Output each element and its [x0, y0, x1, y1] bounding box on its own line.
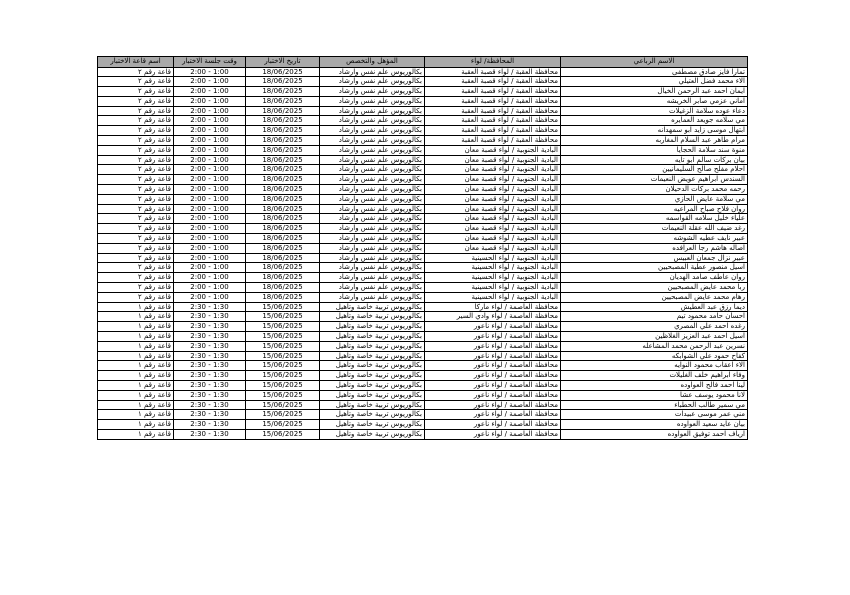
- table-row: [98, 400, 748, 410]
- cell-hall: قاعة رقم ١: [98, 420, 174, 430]
- table-row: [98, 87, 748, 97]
- cell-qualification: بكالوريوس علم نفس وارشاد: [320, 224, 425, 234]
- cell-session-time: 2:00 - 1:00: [174, 116, 246, 126]
- cell-session-time: 2:00 - 1:00: [174, 136, 246, 146]
- cell-name: مني عمر موسى عبيدات: [561, 410, 748, 420]
- cell-exam-date: 18/06/2025: [246, 234, 320, 244]
- cell-governorate: البادية الجنوبية / لواء قصبة معان: [425, 145, 561, 155]
- cell-exam-date: 18/06/2025: [246, 67, 320, 77]
- cell-session-time: 2:00 - 1:00: [174, 234, 246, 244]
- cell-name: اصاله هاشم رجا العرافده: [561, 243, 748, 253]
- table-row: [98, 126, 748, 136]
- cell-session-time: 2:00 - 1:00: [174, 273, 246, 283]
- cell-exam-date: 15/06/2025: [246, 429, 320, 439]
- cell-name: الاء محمد فضل العتيلي: [561, 77, 748, 87]
- cell-name: كفاح حمود علي الشوابكه: [561, 351, 748, 361]
- cell-governorate: محافظة العاصمة / لواء ناعور: [425, 420, 561, 430]
- cell-session-time: 2:00 - 1:00: [174, 67, 246, 77]
- cell-name: علياء خليل سلامه القواسمه: [561, 214, 748, 224]
- cell-governorate: محافظة العاصمة / لواء ناعور: [425, 410, 561, 420]
- cell-session-time: 2:00 - 1:00: [174, 165, 246, 175]
- header-hall: اسم قاعة الاختبار: [98, 57, 174, 68]
- cell-governorate: محافظة العاصمة / لواء ناعور: [425, 400, 561, 410]
- cell-session-time: 2:30 - 1:30: [174, 351, 246, 361]
- cell-exam-date: 15/06/2025: [246, 361, 320, 371]
- cell-governorate: محافظة العقبة / لواء قصبة العقبة: [425, 136, 561, 146]
- cell-hall: قاعة رقم ٢: [98, 165, 174, 175]
- table-row: [98, 243, 748, 253]
- table-row: [98, 185, 748, 195]
- cell-qualification: بكالوريوس علم نفس وارشاد: [320, 175, 425, 185]
- cell-qualification: بكالوريوس علم نفس وارشاد: [320, 292, 425, 302]
- cell-hall: قاعة رقم ١: [98, 341, 174, 351]
- cell-hall: قاعة رقم ١: [98, 322, 174, 332]
- cell-governorate: محافظة العقبة / لواء قصبة العقبة: [425, 96, 561, 106]
- cell-name: رحمه محمد بركات الدحيلان: [561, 185, 748, 195]
- cell-exam-date: 18/06/2025: [246, 155, 320, 165]
- cell-governorate: البادية الجنوبية / لواء الحسينية: [425, 273, 561, 283]
- cell-hall: قاعة رقم ٢: [98, 67, 174, 77]
- cell-session-time: 2:30 - 1:30: [174, 332, 246, 342]
- table-row: [98, 234, 748, 244]
- table-row: [98, 429, 748, 439]
- cell-exam-date: 18/06/2025: [246, 87, 320, 97]
- cell-hall: قاعة رقم ١: [98, 429, 174, 439]
- cell-exam-date: 18/06/2025: [246, 224, 320, 234]
- cell-exam-date: 15/06/2025: [246, 332, 320, 342]
- cell-exam-date: 18/06/2025: [246, 175, 320, 185]
- cell-name: وفاء ابراهيم خلف الغليلات: [561, 371, 748, 381]
- cell-session-time: 2:00 - 1:00: [174, 243, 246, 253]
- cell-name: السندس ابراهيم عويض النعيمات: [561, 175, 748, 185]
- cell-session-time: 2:00 - 1:00: [174, 185, 246, 195]
- cell-governorate: البادية الجنوبية / لواء الحسينية: [425, 253, 561, 263]
- cell-exam-date: 15/06/2025: [246, 400, 320, 410]
- table-header-row: [98, 57, 748, 68]
- table-row: [98, 420, 748, 430]
- cell-exam-date: 18/06/2025: [246, 292, 320, 302]
- cell-qualification: بكالوريوس تربية خاصة وتأهيل: [320, 341, 425, 351]
- cell-name: رهام محمد عايض المصبحيين: [561, 292, 748, 302]
- cell-name: اماني عزمي صابر الخريشه: [561, 96, 748, 106]
- cell-qualification: بكالوريوس علم نفس وارشاد: [320, 136, 425, 146]
- cell-name: الاء اعقاب محمود النوايه: [561, 361, 748, 371]
- cell-qualification: بكالوريوس علم نفس وارشاد: [320, 234, 425, 244]
- cell-governorate: البادية الجنوبية / لواء قصبة معان: [425, 194, 561, 204]
- cell-name: لينا احمد فالح العواوده: [561, 381, 748, 391]
- cell-hall: قاعة رقم ٢: [98, 185, 174, 195]
- cell-governorate: محافظة العاصمة / لواء ناعور: [425, 351, 561, 361]
- cell-session-time: 2:00 - 1:00: [174, 224, 246, 234]
- cell-name: احسان حامد محمود تيم: [561, 312, 748, 322]
- table-row: [98, 332, 748, 342]
- cell-session-time: 2:30 - 1:30: [174, 420, 246, 430]
- cell-session-time: 2:00 - 1:00: [174, 175, 246, 185]
- cell-session-time: 2:00 - 1:00: [174, 292, 246, 302]
- cell-hall: قاعة رقم ٢: [98, 292, 174, 302]
- cell-hall: قاعة رقم ٢: [98, 263, 174, 273]
- cell-qualification: بكالوريوس علم نفس وارشاد: [320, 283, 425, 293]
- table-row: [98, 214, 748, 224]
- cell-session-time: 2:00 - 1:00: [174, 263, 246, 273]
- cell-exam-date: 15/06/2025: [246, 312, 320, 322]
- table-row: [98, 381, 748, 391]
- cell-hall: قاعة رقم ١: [98, 332, 174, 342]
- cell-name: ربا محمد عايض المصبحيين: [561, 283, 748, 293]
- cell-qualification: بكالوريوس تربية خاصة وتأهيل: [320, 361, 425, 371]
- cell-name: مي سلامة عايض الحازي: [561, 194, 748, 204]
- cell-qualification: بكالوريوس علم نفس وارشاد: [320, 96, 425, 106]
- cell-exam-date: 15/06/2025: [246, 410, 320, 420]
- table-row: [98, 263, 748, 273]
- table-row: [98, 371, 748, 381]
- cell-exam-date: 18/06/2025: [246, 185, 320, 195]
- cell-qualification: بكالوريوس تربية خاصة وتأهيل: [320, 332, 425, 342]
- cell-qualification: بكالوريوس علم نفس وارشاد: [320, 273, 425, 283]
- cell-name: ايمان احمد عبد الرحمن الخيال: [561, 87, 748, 97]
- cell-hall: قاعة رقم ٢: [98, 155, 174, 165]
- cell-qualification: بكالوريوس علم نفس وارشاد: [320, 185, 425, 195]
- cell-qualification: بكالوريوس تربية خاصة وتأهيل: [320, 351, 425, 361]
- cell-hall: قاعة رقم ٢: [98, 126, 174, 136]
- cell-hall: قاعة رقم ٢: [98, 116, 174, 126]
- cell-session-time: 2:00 - 1:00: [174, 126, 246, 136]
- cell-session-time: 2:00 - 1:00: [174, 87, 246, 97]
- table-row: [98, 145, 748, 155]
- table-row: [98, 292, 748, 302]
- header-governorate: المحافظة/ لواء: [425, 57, 561, 68]
- cell-hall: قاعة رقم ٢: [98, 106, 174, 116]
- header-session-time: وقت جلسة الاختبار: [174, 57, 246, 68]
- cell-session-time: 2:30 - 1:30: [174, 429, 246, 439]
- cell-exam-date: 18/06/2025: [246, 283, 320, 293]
- cell-name: بيان بركات سالم ابو تايه: [561, 155, 748, 165]
- cell-hall: قاعة رقم ٢: [98, 77, 174, 87]
- cell-name: مرام طاهر عبد السلام المغاربه: [561, 136, 748, 146]
- table-row: [98, 361, 748, 371]
- cell-name: رغد ضيف الله عقلة النعيمات: [561, 224, 748, 234]
- cell-governorate: محافظة العاصمة / لواء ناعور: [425, 341, 561, 351]
- cell-governorate: محافظة العقبة / لواء قصبة العقبة: [425, 126, 561, 136]
- cell-governorate: البادية الجنوبية / لواء الحسينية: [425, 292, 561, 302]
- cell-session-time: 2:30 - 1:30: [174, 361, 246, 371]
- cell-hall: قاعة رقم ١: [98, 390, 174, 400]
- cell-qualification: بكالوريوس تربية خاصة وتأهيل: [320, 381, 425, 391]
- cell-exam-date: 18/06/2025: [246, 145, 320, 155]
- table-row: [98, 341, 748, 351]
- cell-qualification: بكالوريوس علم نفس وارشاد: [320, 165, 425, 175]
- cell-qualification: بكالوريوس تربية خاصة وتأهيل: [320, 371, 425, 381]
- cell-name: اسيل احمد عبد العزيز الغلاظين: [561, 332, 748, 342]
- cell-governorate: البادية الجنوبية / لواء قصبة معان: [425, 175, 561, 185]
- cell-hall: قاعة رقم ٢: [98, 234, 174, 244]
- cell-hall: قاعة رقم ٢: [98, 194, 174, 204]
- cell-hall: قاعة رقم ١: [98, 371, 174, 381]
- cell-qualification: بكالوريوس تربية خاصة وتأهيل: [320, 322, 425, 332]
- cell-qualification: بكالوريوس علم نفس وارشاد: [320, 77, 425, 87]
- cell-name: ابتهال موسى زايد ابو سمهدانه: [561, 126, 748, 136]
- table-row: [98, 390, 748, 400]
- cell-qualification: بكالوريوس علم نفس وارشاد: [320, 243, 425, 253]
- cell-session-time: 2:30 - 1:30: [174, 341, 246, 351]
- cell-governorate: محافظة العقبة / لواء قصبة العقبة: [425, 77, 561, 87]
- cell-qualification: بكالوريوس علم نفس وارشاد: [320, 106, 425, 116]
- cell-governorate: محافظة العقبة / لواء قصبة العقبة: [425, 106, 561, 116]
- cell-governorate: البادية الجنوبية / لواء قصبة معان: [425, 224, 561, 234]
- cell-qualification: بكالوريوس علم نفس وارشاد: [320, 253, 425, 263]
- table-row: [98, 351, 748, 361]
- cell-exam-date: 15/06/2025: [246, 322, 320, 332]
- cell-qualification: بكالوريوس علم نفس وارشاد: [320, 214, 425, 224]
- cell-name: نسرين عبد الرحمن محمد المشاعله: [561, 341, 748, 351]
- cell-session-time: 2:00 - 1:00: [174, 155, 246, 165]
- table-row: [98, 96, 748, 106]
- cell-qualification: بكالوريوس تربية خاصة وتأهيل: [320, 390, 425, 400]
- table-row: [98, 283, 748, 293]
- cell-hall: قاعة رقم ٢: [98, 204, 174, 214]
- cell-exam-date: 18/06/2025: [246, 204, 320, 214]
- table-row: [98, 77, 748, 87]
- cell-governorate: البادية الجنوبية / لواء قصبة معان: [425, 234, 561, 244]
- cell-session-time: 2:30 - 1:30: [174, 381, 246, 391]
- cell-exam-date: 18/06/2025: [246, 243, 320, 253]
- cell-qualification: بكالوريوس علم نفس وارشاد: [320, 126, 425, 136]
- cell-governorate: محافظة العاصمة / لواء وادي السير: [425, 312, 561, 322]
- cell-exam-date: 15/06/2025: [246, 390, 320, 400]
- table-row: [98, 204, 748, 214]
- cell-session-time: 2:00 - 1:00: [174, 194, 246, 204]
- cell-exam-date: 18/06/2025: [246, 106, 320, 116]
- cell-hall: قاعة رقم ١: [98, 312, 174, 322]
- table-row: [98, 273, 748, 283]
- cell-governorate: محافظة العاصمة / لواء ماركا: [425, 302, 561, 312]
- cell-session-time: 2:30 - 1:30: [174, 410, 246, 420]
- cell-governorate: البادية الجنوبية / لواء قصبة معان: [425, 204, 561, 214]
- cell-name: احلام مفلح صالح السليمانيين: [561, 165, 748, 175]
- cell-hall: قاعة رقم ١: [98, 361, 174, 371]
- table-row: [98, 165, 748, 175]
- cell-session-time: 2:00 - 1:00: [174, 106, 246, 116]
- cell-governorate: محافظة العاصمة / لواء ناعور: [425, 361, 561, 371]
- cell-name: عبير نايف عطيه الشوشه: [561, 234, 748, 244]
- cell-name: دعاء عوده سلامة الزغيلات: [561, 106, 748, 116]
- cell-governorate: محافظة العاصمة / لواء ناعور: [425, 371, 561, 381]
- cell-governorate: البادية الجنوبية / لواء الحسينية: [425, 263, 561, 273]
- table-row: [98, 302, 748, 312]
- cell-exam-date: 18/06/2025: [246, 96, 320, 106]
- cell-session-time: 2:00 - 1:00: [174, 283, 246, 293]
- cell-hall: قاعة رقم ١: [98, 410, 174, 420]
- cell-hall: قاعة رقم ٢: [98, 145, 174, 155]
- cell-hall: قاعة رقم ١: [98, 351, 174, 361]
- cell-session-time: 2:00 - 1:00: [174, 253, 246, 263]
- cell-exam-date: 18/06/2025: [246, 273, 320, 283]
- cell-governorate: محافظة العقبة / لواء قصبة العقبة: [425, 87, 561, 97]
- cell-exam-date: 18/06/2025: [246, 77, 320, 87]
- cell-qualification: بكالوريوس تربية خاصة وتأهيل: [320, 312, 425, 322]
- cell-governorate: البادية الجنوبية / لواء قصبة معان: [425, 165, 561, 175]
- cell-session-time: 2:00 - 1:00: [174, 204, 246, 214]
- cell-hall: قاعة رقم ٢: [98, 175, 174, 185]
- cell-exam-date: 18/06/2025: [246, 126, 320, 136]
- cell-hall: قاعة رقم ٢: [98, 253, 174, 263]
- cell-hall: قاعة رقم ٢: [98, 243, 174, 253]
- table-row: [98, 322, 748, 332]
- cell-exam-date: 18/06/2025: [246, 253, 320, 263]
- cell-exam-date: 18/06/2025: [246, 194, 320, 204]
- cell-governorate: محافظة العقبة / لواء قصبة العقبة: [425, 116, 561, 126]
- table-row: [98, 224, 748, 234]
- cell-governorate: البادية الجنوبية / لواء قصبة معان: [425, 243, 561, 253]
- cell-session-time: 2:30 - 1:30: [174, 400, 246, 410]
- cell-hall: قاعة رقم ٢: [98, 87, 174, 97]
- cell-hall: قاعة رقم ٢: [98, 214, 174, 224]
- cell-name: روان فلاح صباح المراعيه: [561, 204, 748, 214]
- cell-qualification: بكالوريوس تربية خاصة وتأهيل: [320, 420, 425, 430]
- cell-hall: قاعة رقم ١: [98, 302, 174, 312]
- cell-name: عبير نزال جمعان العبيس: [561, 253, 748, 263]
- table-row: [98, 253, 748, 263]
- cell-session-time: 2:30 - 1:30: [174, 371, 246, 381]
- cell-qualification: بكالوريوس تربية خاصة وتأهيل: [320, 429, 425, 439]
- cell-governorate: البادية الجنوبية / لواء الحسينية: [425, 283, 561, 293]
- header-name: الاسم الرباعي: [561, 57, 748, 68]
- cell-qualification: بكالوريوس تربية خاصة وتأهيل: [320, 410, 425, 420]
- cell-session-time: 2:00 - 1:00: [174, 77, 246, 87]
- cell-exam-date: 18/06/2025: [246, 136, 320, 146]
- cell-governorate: محافظة العاصمة / لواء ناعور: [425, 332, 561, 342]
- cell-exam-date: 18/06/2025: [246, 116, 320, 126]
- cell-hall: قاعة رقم ١: [98, 381, 174, 391]
- table-row: [98, 106, 748, 116]
- cell-governorate: البادية الجنوبية / لواء قصبة معان: [425, 185, 561, 195]
- cell-name: لانا محمود يوسف عشا: [561, 390, 748, 400]
- cell-exam-date: 15/06/2025: [246, 351, 320, 361]
- cell-governorate: محافظة العاصمة / لواء ناعور: [425, 322, 561, 332]
- cell-name: مي سلامه جويعد العمايره: [561, 116, 748, 126]
- table-row: [98, 136, 748, 146]
- cell-qualification: بكالوريوس علم نفس وارشاد: [320, 155, 425, 165]
- table-row: [98, 116, 748, 126]
- cell-exam-date: 15/06/2025: [246, 420, 320, 430]
- cell-name: منوة سند سلامة الحجايا: [561, 145, 748, 155]
- cell-name: رغده احمد علي المصري: [561, 322, 748, 332]
- cell-qualification: بكالوريوس تربية خاصة وتأهيل: [320, 302, 425, 312]
- cell-qualification: بكالوريوس علم نفس وارشاد: [320, 67, 425, 77]
- cell-qualification: بكالوريوس علم نفس وارشاد: [320, 263, 425, 273]
- cell-qualification: بكالوريوس علم نفس وارشاد: [320, 87, 425, 97]
- cell-name: ديما رزق عبد العطيش: [561, 302, 748, 312]
- cell-hall: قاعة رقم ٢: [98, 224, 174, 234]
- cell-governorate: محافظة العاصمة / لواء ناعور: [425, 429, 561, 439]
- table-row: [98, 410, 748, 420]
- cell-name: ارياف احمد توفيق العواوده: [561, 429, 748, 439]
- cell-governorate: محافظة العاصمة / لواء ناعور: [425, 381, 561, 391]
- exam-schedule-table: [97, 56, 748, 440]
- header-exam-date: تاريخ الاختبار: [246, 57, 320, 68]
- cell-hall: قاعة رقم ١: [98, 400, 174, 410]
- cell-governorate: محافظة العقبة / لواء قصبة العقبة: [425, 67, 561, 77]
- cell-exam-date: 15/06/2025: [246, 371, 320, 381]
- cell-exam-date: 15/06/2025: [246, 302, 320, 312]
- cell-session-time: 2:30 - 1:30: [174, 312, 246, 322]
- cell-name: اسيل منصور عطية المصبحيين: [561, 263, 748, 273]
- cell-session-time: 2:30 - 1:30: [174, 302, 246, 312]
- table-row: [98, 155, 748, 165]
- cell-name: روان عاطف صامد الهديان: [561, 273, 748, 283]
- cell-hall: قاعة رقم ٢: [98, 283, 174, 293]
- cell-qualification: بكالوريوس علم نفس وارشاد: [320, 194, 425, 204]
- cell-hall: قاعة رقم ٢: [98, 273, 174, 283]
- cell-qualification: بكالوريوس علم نفس وارشاد: [320, 116, 425, 126]
- table-row: [98, 194, 748, 204]
- cell-governorate: البادية الجنوبية / لواء قصبة معان: [425, 214, 561, 224]
- cell-session-time: 2:00 - 1:00: [174, 145, 246, 155]
- cell-name: مي سمير طالب الحطباء: [561, 400, 748, 410]
- cell-session-time: 2:30 - 1:30: [174, 322, 246, 332]
- cell-session-time: 2:00 - 1:00: [174, 96, 246, 106]
- cell-exam-date: 18/06/2025: [246, 214, 320, 224]
- table-row: [98, 312, 748, 322]
- cell-name: بيان عايد سعيد العواوده: [561, 420, 748, 430]
- table-row: [98, 175, 748, 185]
- cell-qualification: بكالوريوس علم نفس وارشاد: [320, 204, 425, 214]
- header-qualification: المؤهل والتخصص: [320, 57, 425, 68]
- cell-session-time: 2:00 - 1:00: [174, 214, 246, 224]
- cell-name: تمارا فايز صادق مصطفى: [561, 67, 748, 77]
- cell-qualification: بكالوريوس علم نفس وارشاد: [320, 145, 425, 155]
- cell-qualification: بكالوريوس تربية خاصة وتأهيل: [320, 400, 425, 410]
- cell-hall: قاعة رقم ٢: [98, 96, 174, 106]
- cell-hall: قاعة رقم ٢: [98, 136, 174, 146]
- cell-governorate: محافظة العاصمة / لواء ناعور: [425, 390, 561, 400]
- cell-session-time: 2:30 - 1:30: [174, 390, 246, 400]
- cell-exam-date: 15/06/2025: [246, 341, 320, 351]
- cell-governorate: البادية الجنوبية / لواء قصبة معان: [425, 155, 561, 165]
- cell-exam-date: 18/06/2025: [246, 165, 320, 175]
- table-row: [98, 67, 748, 77]
- cell-exam-date: 15/06/2025: [246, 381, 320, 391]
- cell-exam-date: 18/06/2025: [246, 263, 320, 273]
